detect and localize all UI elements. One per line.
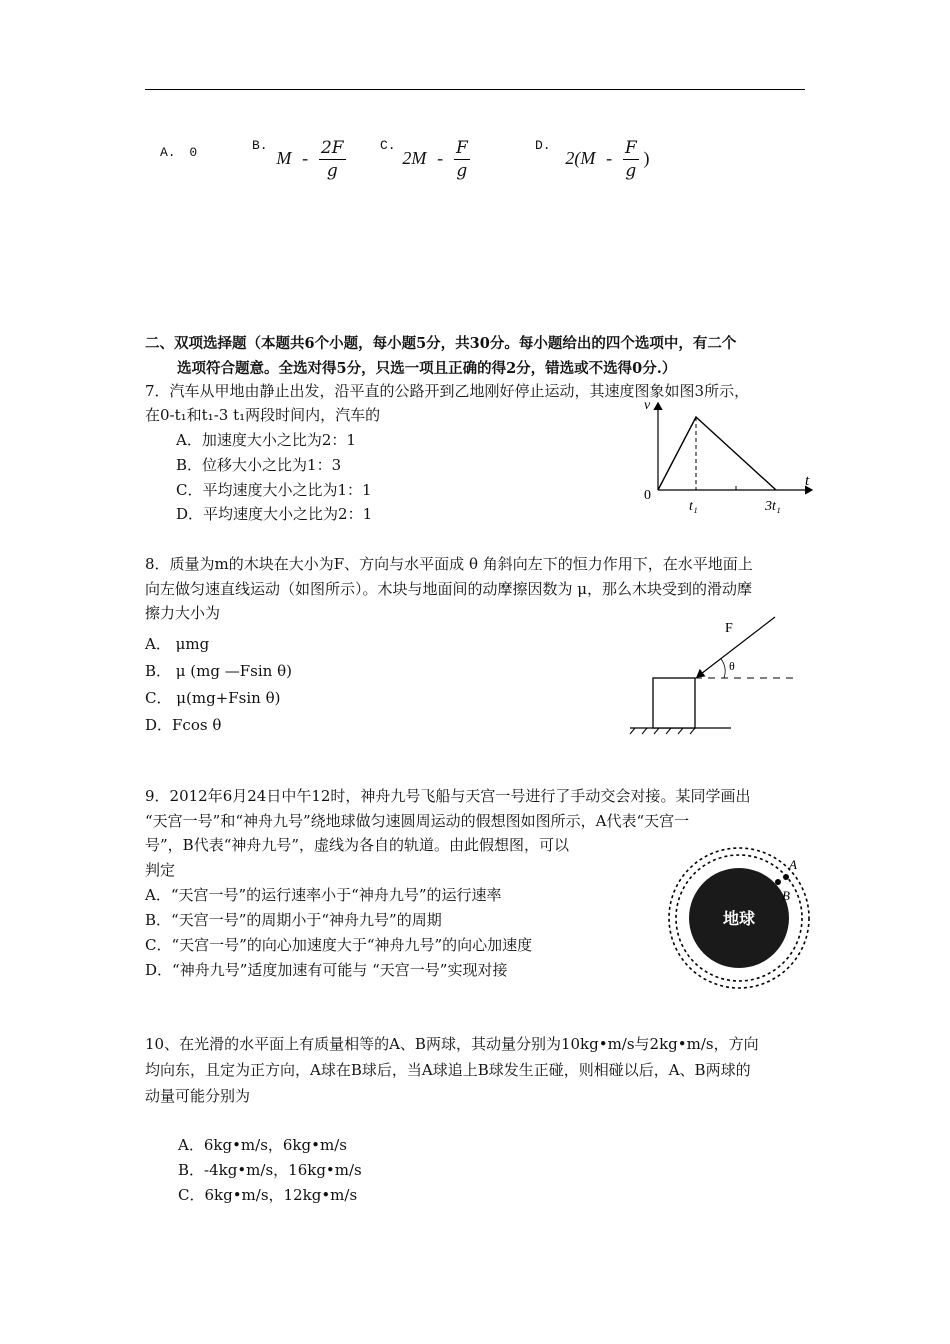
q8-option-d: D．Fcos θ [145, 716, 222, 734]
q8-stem-line3: 擦力大小为 [145, 604, 221, 622]
t-axis-label: t [805, 473, 810, 489]
q7-stem-line2: 在0-t₁和t₁-3 t₁两段时间内，汽车的 [145, 406, 381, 424]
q8-stem-line2: 向左做匀速直线运动（如图所示）。木块与地面间的动摩擦因数为 μ，那么木块受到的滑动摩 [145, 580, 753, 598]
velocity-curve [658, 417, 776, 490]
q9-stem-line4: 判定 [145, 861, 176, 879]
option-d-lhs: 2(M [565, 148, 596, 168]
q10-option-c: C．6kg•m/s，12kg•m/s [178, 1186, 358, 1204]
q7-stem-line1: 7．汽车从甲地由静止出发，沿平直的公路开到乙地刚好停止运动，其速度图象如图3所示， [145, 382, 750, 400]
velocity-time-graph [640, 395, 820, 520]
option-d-fraction [623, 138, 639, 182]
option-c [380, 138, 470, 182]
fraction-numerator: F [624, 138, 637, 158]
q9-stem-line3: 号”，B代表“神舟九号”，虚线为各自的轨道。由此假想图，可以 [145, 836, 570, 854]
q7-option-b: B．位移大小之比为1：3 [176, 456, 342, 474]
satellite-a [783, 874, 789, 880]
option-c-label: C. [380, 138, 396, 153]
q10-stem-line1: 10、在光滑的水平面上有质量相等的A、B两球，其动量分别为10kg•m/s与2kg•m/s，方向 [145, 1035, 759, 1053]
v-axis-label: v [644, 398, 651, 413]
satellite-b [775, 879, 781, 885]
a-label: A [789, 857, 797, 872]
minus-sign: - [606, 148, 613, 168]
option-c-lhs: 2M [402, 148, 427, 168]
q9-stem-line1: 9．2012年6月24日中午12时，神舟九号飞船与天宫一号进行了手动交会对接。某同学画出 [145, 787, 751, 805]
q9-option-a: A．“天宫一号”的运行速率小于“神舟九号”的运行速率 [145, 886, 502, 904]
q10-option-b: B．-4kg•m/s，16kg•m/s [178, 1161, 362, 1179]
q9-option-b: B．“天宫一号”的周期小于“神舟九号”的周期 [145, 911, 442, 929]
q10-stem-line2: 均向东，且定为正方向，A球在B球后，当A球追上B球发生正碰，则相碰以后，A、B两球的 [145, 1061, 751, 1079]
force-label: F [725, 621, 733, 636]
ground-hatching [630, 728, 695, 734]
3t1-label: 3t₁ [765, 499, 781, 514]
option-b-fraction [319, 138, 346, 182]
q9-option-d: D．“神舟九号”适度加速有可能与 “天宫一号”实现对接 [145, 961, 508, 979]
fraction-numerator: 2F [320, 138, 344, 158]
angle-label: θ [729, 659, 735, 673]
q8-stem-line1: 8．质量为m的木块在大小为F、方向与水平面成 θ 角斜向左下的恒力作用下，在水平地面上 [145, 555, 753, 573]
option-d-label: D. [535, 138, 551, 153]
earth-label: 地球 [722, 911, 756, 928]
q7-option-a: A．加速度大小之比为2：1 [176, 431, 356, 449]
option-d [535, 138, 650, 182]
orbit-diagram [665, 842, 815, 992]
q8-option-a: A． μmg [145, 635, 210, 653]
fraction-denominator: g [456, 161, 468, 181]
option-a-label: A. [160, 145, 176, 160]
angle-arc [721, 659, 725, 678]
q10-stem-line3: 动量可能分别为 [145, 1087, 251, 1105]
q9-stem-line2: “天宫一号”和“神舟九号”绕地球做匀速圆周运动的假想图如图所示，A代表“天宫一 [145, 812, 690, 830]
origin-label: 0 [644, 488, 651, 503]
wooden-block [653, 678, 695, 728]
block-force-diagram [625, 612, 800, 740]
t1-label: t₁ [689, 499, 698, 514]
minus-sign: - [302, 148, 309, 168]
top-rule [145, 89, 805, 90]
section-heading-line1: 二、双项选择题（本题共6个小题，每小题5分，共30分。每小题给出的四个选项中，有二个 [145, 335, 737, 352]
q8-option-c: C． μ(mg+Fsin θ) [145, 689, 281, 707]
q7-option-c: C．平均速度大小之比为1：1 [176, 481, 372, 499]
q7-option-d: D．平均速度大小之比为2：1 [176, 505, 373, 523]
fraction-numerator: F [455, 138, 468, 158]
q9-option-c: C．“天宫一号”的向心加速度大于“神舟九号”的向心加速度 [145, 936, 533, 954]
option-b-label: B. [252, 138, 268, 153]
closing-paren: ) [643, 148, 650, 168]
option-a-value: 0 [189, 145, 198, 160]
q8-option-b: B． μ (mg —Fsin θ) [145, 662, 292, 680]
q10-option-a: A．6kg•m/s，6kg•m/s [178, 1136, 347, 1154]
option-b [252, 138, 346, 182]
fraction-denominator: g [625, 161, 637, 181]
minus-sign: - [437, 148, 444, 168]
b-label: B [782, 888, 790, 903]
fraction-denominator: g [326, 161, 338, 181]
option-c-fraction [454, 138, 470, 182]
force-arrow [697, 617, 775, 677]
section-heading-line2: 选项符合题意。全选对得5分，只选一项且正确的得2分，错选或不选得0分.） [177, 360, 677, 377]
option-b-lhs: M [276, 148, 292, 168]
option-a [160, 145, 197, 160]
